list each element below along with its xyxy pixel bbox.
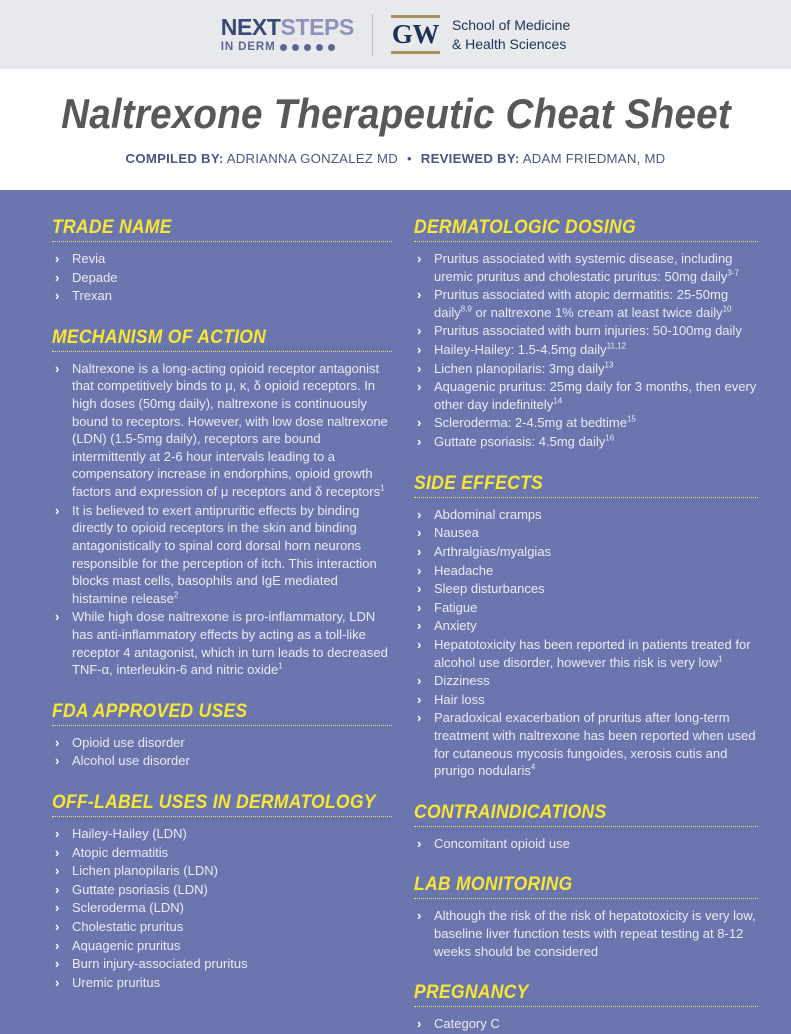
chevron-right-icon: › [55, 863, 60, 879]
section-heading-pregnancy: PREGNANCY [414, 981, 529, 1004]
list-item [52, 899, 392, 917]
list-item-label: Burn injury-associated pruritus [72, 956, 248, 972]
list-pregnancy [414, 1015, 758, 1033]
reference-superscript: 1 [380, 483, 385, 493]
section-dotted-rule [414, 898, 758, 899]
chevron-right-icon: › [55, 919, 60, 935]
list-item-label: Aquagenic pruritus: 25mg daily for 3 months, then every other day indefinitely$^{14}$ [434, 379, 757, 412]
reference-superscript: 4 [530, 762, 536, 772]
list-item-label: Cholestatic pruritus [72, 919, 184, 935]
chevron-right-icon: › [417, 599, 422, 615]
list-item-label: Guttate psoriasis: 4.5mg daily$^{16}$ [434, 433, 615, 450]
list-item-label: Aquagenic pruritus [72, 937, 181, 953]
list-item [52, 881, 392, 899]
chevron-right-icon: › [55, 974, 60, 990]
list-item [414, 433, 758, 451]
list-item [414, 341, 758, 359]
list-off-label-uses-in-dermatology [52, 825, 392, 991]
list-item [52, 825, 392, 843]
list-item-label: Guttate psoriasis (LDN) [72, 881, 208, 897]
list-item [414, 907, 758, 960]
list-item [52, 955, 392, 973]
chevron-right-icon: › [55, 269, 60, 285]
reference-superscript: 16 [605, 433, 615, 443]
list-item [414, 414, 758, 432]
section-mechanism-of-action [52, 326, 392, 679]
list-item [52, 250, 392, 268]
section-dotted-rule [414, 241, 758, 242]
section-contraindications [414, 801, 758, 853]
list-item [414, 378, 758, 413]
section-dotted-rule [414, 1006, 758, 1007]
chevron-right-icon: › [55, 734, 60, 750]
chevron-right-icon: › [55, 502, 60, 518]
chevron-right-icon: › [417, 1016, 422, 1032]
list-dermatologic-dosing [414, 250, 758, 451]
chevron-right-icon: › [417, 581, 422, 597]
list-item [52, 502, 392, 608]
list-item-label: Abdominal cramps [434, 506, 542, 522]
chevron-right-icon: › [417, 908, 422, 924]
list-item [414, 599, 758, 617]
chevron-right-icon: › [55, 753, 60, 769]
chevron-right-icon: › [417, 835, 422, 851]
section-side-effects [414, 472, 758, 780]
list-item [414, 1015, 758, 1033]
section-heading-mechanism-of-action: MECHANISM OF ACTION [52, 325, 267, 348]
list-item-label: Paradoxical exacerbation of pruritus after long-term treatment with naltrexone has been reported when used for cutaneous mycosis fungoides, xerosis cutis and prurigo nodularis$^4$ [434, 710, 756, 779]
reference-superscript: 8,9 [460, 304, 472, 314]
chevron-right-icon: › [417, 434, 422, 450]
chevron-right-icon: › [417, 287, 422, 303]
nextsteps-next-text: NEXT [220, 13, 281, 40]
list-item-label: Pruritus associated with burn injuries: 50-100mg daily [434, 323, 742, 339]
reference-superscript: 1 [717, 654, 723, 664]
list-mechanism-of-action [52, 360, 392, 679]
list-item [414, 562, 758, 580]
list-item-label: Nausea [434, 525, 479, 541]
list-item-label: It is believed to exert antipruritic effects by binding directly to opioid receptors in the skin and binding antagonistically to spinal cord dorsal horn neurons responsible for the perception of itch. This interaction blocks mast cells, basophils and IgE mediated histamine release$^2$ [72, 502, 377, 606]
section-heading-trade-name: TRADE NAME [52, 216, 172, 238]
reference-superscript: 2 [173, 590, 179, 600]
list-item-label: Uremic pruritus [72, 974, 161, 990]
list-item-label: Depade [72, 269, 118, 285]
list-item [52, 269, 392, 287]
reference-superscript: 3-7 [727, 268, 739, 278]
list-item-label: Pruritus associated with atopic dermatitis: 25-50mg daily$^{8,9}$ or naltrexone 1% cream at least twice daily$^{10}$ [434, 287, 732, 320]
list-item-label: Atopic dermatitis [72, 844, 169, 860]
section-off-label-uses-in-dermatology [52, 791, 392, 991]
section-pregnancy [414, 981, 758, 1033]
chevron-right-icon: › [417, 415, 422, 431]
reference-superscript: 15 [626, 415, 636, 425]
section-dotted-rule [52, 816, 392, 817]
list-item-label: Headache [434, 562, 494, 578]
chevron-right-icon: › [417, 525, 422, 541]
chevron-right-icon: › [417, 710, 422, 726]
chevron-right-icon: › [55, 937, 60, 953]
list-item [52, 844, 392, 862]
section-heading-contraindications: CONTRAINDICATIONS [414, 800, 607, 823]
list-item [52, 974, 392, 992]
chevron-right-icon: › [417, 379, 422, 395]
section-lab-monitoring [414, 873, 758, 960]
section-fda-approved-uses [52, 700, 392, 770]
section-dotted-rule [414, 497, 758, 498]
section-dotted-rule [414, 826, 758, 827]
reference-superscript: 1 [278, 661, 283, 671]
list-item-label: Concomitant opioid use [434, 835, 570, 851]
list-item-label: Sleep disturbances [434, 581, 545, 597]
list-trade-name [52, 250, 392, 305]
list-item [414, 580, 758, 598]
list-contraindications [414, 835, 758, 853]
list-item [414, 672, 758, 690]
logo-group [221, 14, 570, 56]
nextsteps-dots-icon [280, 44, 335, 51]
list-item [52, 360, 392, 501]
list-item [52, 937, 392, 955]
gw-letters-text: GW [391, 19, 439, 50]
reference-superscript: 11,12 [606, 341, 627, 351]
chevron-right-icon: › [55, 956, 60, 972]
nextsteps-wordmark [220, 13, 354, 40]
sheet-body [0, 190, 791, 1034]
list-item [414, 835, 758, 853]
list-item-label: Hepatotoxicity has been reported in patients treated for alcohol use disorder, however this risk is very low$^1$ [434, 636, 751, 670]
reference-superscript: 13 [604, 360, 614, 370]
list-item-label: Alcohol use disorder [72, 753, 190, 769]
chevron-right-icon: › [55, 844, 60, 860]
list-item-label: Anxiety [434, 618, 477, 634]
byline-separator: • [407, 150, 412, 166]
chevron-right-icon: › [417, 360, 422, 376]
chevron-right-icon: › [417, 636, 422, 652]
list-item [52, 608, 392, 678]
list-item [52, 287, 392, 305]
chevron-right-icon: › [55, 609, 60, 625]
list-item-label: Trexan [72, 288, 112, 304]
list-item-label: Scleroderma (LDN) [72, 900, 184, 916]
list-item-label: Revia [72, 251, 106, 266]
chevron-right-icon: › [55, 360, 60, 376]
list-item [52, 862, 392, 880]
list-item [414, 360, 758, 378]
list-item [414, 691, 758, 709]
reviewed-by-label: REVIEWED BY: [420, 150, 520, 166]
list-item-label: While high dose naltrexone is pro-inflammatory, LDN has anti-inflammatory effects by acting as a toll-like receptor 4 antagonist, which in turn leads to decreased TNF-α, interleukin-6 and nitric oxide$^1$ [72, 609, 388, 678]
list-fda-approved-uses [52, 734, 392, 770]
list-item [414, 506, 758, 524]
gw-monogram-icon [391, 15, 440, 53]
byline [126, 151, 666, 166]
chevron-right-icon: › [417, 691, 422, 707]
list-item-label: Hair loss [434, 691, 485, 707]
list-item-label: Hailey-Hailey: 1.5-4.5mg daily$^{11,12}$ [434, 341, 627, 358]
list-item [414, 322, 758, 340]
list-item [52, 752, 392, 770]
section-heading-side-effects: SIDE EFFECTS [414, 471, 544, 494]
list-item-label: Arthralgias/myalgias [434, 543, 552, 559]
section-dermatologic-dosing [414, 216, 758, 451]
list-item-label: Hailey-Hailey (LDN) [72, 826, 187, 842]
compiled-by-name: ADRIANNA GONZALEZ MD [226, 150, 399, 166]
list-item-label: Naltrexone is a long-acting opioid receptor antagonist that competitively binds to μ, κ, δ opioid receptors. In high doses (50mg daily), naltrexone is continuously bound to receptors. However, with low dose naltrexone (LDN) (1.5-5mg daily), receptors are bound intermittently at 2-6 hour intervals leading to a compensatory increase in endorphins, opioid growth factors and expression of μ receptors and δ receptors$^1$ [72, 360, 388, 500]
list-item-label: Lichen planopilaris (LDN) [72, 863, 218, 879]
chevron-right-icon: › [417, 543, 422, 559]
reference-superscript: 14 [553, 396, 563, 406]
reviewed-by-name: ADAM FRIEDMAN, MD [522, 150, 666, 166]
list-item-label: Fatigue [434, 599, 478, 615]
chevron-right-icon: › [417, 251, 422, 266]
logo-divider [372, 14, 373, 56]
nextsteps-inderm-text: IN DERM [220, 40, 276, 53]
chevron-right-icon: › [417, 323, 422, 339]
nextsteps-tagline-row [221, 42, 335, 54]
list-item-label: Scleroderma: 2-4.5mg at bedtime$^{15}$ [434, 415, 636, 431]
section-dotted-rule [52, 351, 392, 352]
left-column [52, 216, 392, 1034]
chevron-right-icon: › [417, 673, 422, 689]
section-heading-fda-approved-uses: FDA APPROVED USES [52, 699, 248, 722]
gw-logo [391, 15, 570, 53]
section-dotted-rule [52, 725, 392, 726]
list-item [414, 709, 758, 779]
section-trade-name [52, 216, 392, 305]
gw-school-line2: & Health Sciences [451, 35, 567, 52]
list-side-effects [414, 506, 758, 780]
chevron-right-icon: › [417, 506, 422, 522]
gw-school-line1: School of Medicine [451, 17, 571, 34]
list-item [52, 918, 392, 936]
section-dotted-rule [52, 241, 392, 242]
chevron-right-icon: › [55, 900, 60, 916]
chevron-right-icon: › [417, 618, 422, 634]
nextsteps-in-derm-logo [220, 13, 354, 54]
list-item-label: Pruritus associated with systemic disease, including uremic pruritus and cholestatic pruritus: 50mg daily$^{3-7}$ [434, 251, 739, 284]
reference-superscript: 10 [722, 304, 732, 314]
title-band [0, 69, 791, 190]
right-column [414, 216, 758, 1034]
chevron-right-icon: › [55, 881, 60, 897]
chevron-right-icon: › [55, 251, 60, 266]
section-heading-dermatologic-dosing: DERMATOLOGIC DOSING [414, 216, 636, 238]
chevron-right-icon: › [417, 342, 422, 358]
nextsteps-steps-text: STEPS [280, 13, 354, 40]
list-item [414, 636, 758, 671]
section-heading-lab-monitoring: LAB MONITORING [414, 873, 573, 896]
list-item [414, 250, 758, 285]
list-item [414, 543, 758, 561]
list-item-label: Opioid use disorder [72, 734, 185, 750]
list-item [414, 617, 758, 635]
list-item-label: Dizziness [434, 673, 490, 689]
chevron-right-icon: › [55, 288, 60, 304]
compiled-by-label: COMPILED BY: [125, 150, 224, 166]
list-lab-monitoring [414, 907, 758, 960]
section-heading-off-label-uses-in-dermatology: OFF-LABEL USES IN DERMATOLOGY [52, 791, 376, 814]
chevron-right-icon: › [55, 826, 60, 842]
gw-school-name [452, 16, 570, 53]
list-item [414, 286, 758, 321]
page-title: Naltrexone Therapeutic Cheat Sheet [60, 89, 731, 137]
chevron-right-icon: › [417, 562, 422, 578]
list-item-label: Although the risk of the risk of hepatotoxicity is very low, baseline liver function tests with repeat testing at 8-12 weeks should be considered [434, 908, 756, 959]
list-item [52, 734, 392, 752]
list-item-label: Lichen planopilaris: 3mg daily$^{13}$ [434, 360, 614, 376]
logo-bar [0, 0, 791, 69]
list-item [414, 524, 758, 542]
list-item-label: Category C [434, 1016, 500, 1032]
